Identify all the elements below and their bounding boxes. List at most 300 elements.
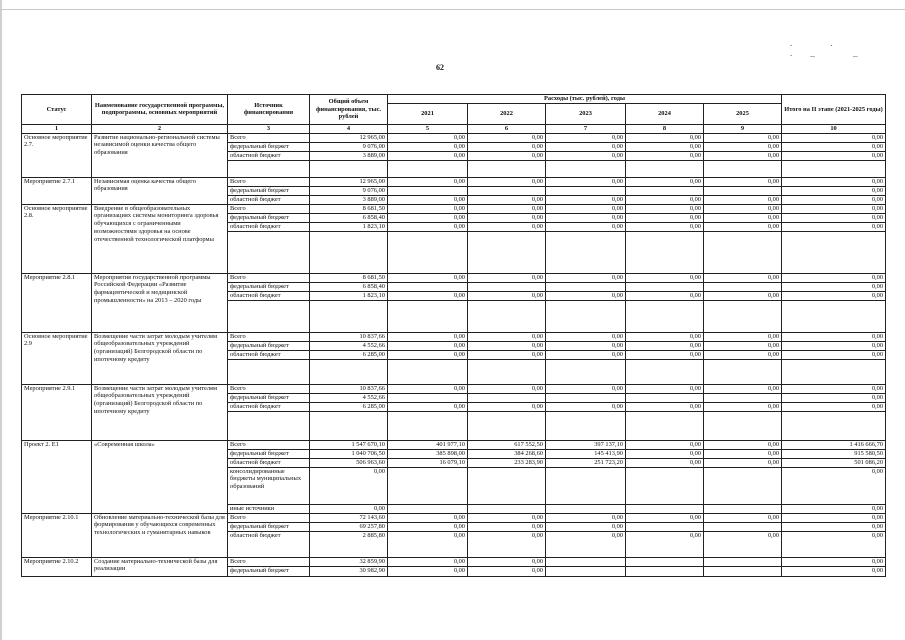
cell-year-value: 0,00: [468, 384, 546, 393]
cell-year-value: [704, 300, 782, 332]
cell-total: [310, 411, 388, 440]
cell-year-value: 0,00: [388, 204, 468, 213]
cell-year-value: [704, 566, 782, 576]
cell-stage-total: 0,00: [782, 133, 886, 142]
cell-year-value: 0,00: [546, 341, 626, 350]
cell-year-value: 0,00: [468, 273, 546, 282]
cell-year-value: [388, 231, 468, 273]
cell-source: федеральный бюджет: [228, 449, 310, 458]
cell-total: 8 681,50: [310, 204, 388, 213]
cell-total: 30 982,90: [310, 566, 388, 576]
header-year: 2023: [546, 103, 626, 124]
row-status: Основное мероприятие 2.7.: [22, 133, 92, 177]
table-row: [22, 332, 886, 341]
cell-year-value: 251 723,20: [546, 458, 626, 467]
cell-year-value: 0,00: [704, 350, 782, 359]
header-stage-total: Итого на II этапе (2021-2025 годы): [782, 95, 886, 125]
cell-year-value: [546, 160, 626, 177]
cell-year-value: 0,00: [626, 204, 704, 213]
cell-source: Всего: [228, 273, 310, 282]
column-number: 5: [388, 124, 468, 133]
cell-year-value: [546, 186, 626, 195]
table-row: [22, 204, 886, 213]
cell-stage-total: 0,00: [782, 341, 886, 350]
cell-source: Всего: [228, 177, 310, 186]
cell-total: 32 859,90: [310, 557, 388, 566]
cell-year-value: 0,00: [546, 291, 626, 300]
cell-stage-total: 0,00: [782, 195, 886, 204]
cell-year-value: [626, 411, 704, 440]
cell-year-value: 0,00: [626, 213, 704, 222]
cell-year-value: 0,00: [704, 531, 782, 557]
cell-year-value: [468, 504, 546, 513]
cell-year-value: 0,00: [388, 222, 468, 231]
cell-total: 3 889,00: [310, 151, 388, 160]
cell-year-value: 0,00: [704, 142, 782, 151]
table-row: [22, 177, 886, 186]
cell-year-value: 0,00: [546, 332, 626, 341]
cell-year-value: 0,00: [704, 402, 782, 411]
cell-stage-total: 915 580,50: [782, 449, 886, 458]
cell-year-value: 16 079,10: [388, 458, 468, 467]
column-number: 4: [310, 124, 388, 133]
cell-year-value: [704, 160, 782, 177]
cell-year-value: 0,00: [546, 350, 626, 359]
column-number: 3: [228, 124, 310, 133]
cell-total: 10 837,66: [310, 384, 388, 393]
table-row: [22, 513, 886, 522]
cell-year-value: [546, 359, 626, 384]
column-number: 8: [626, 124, 704, 133]
cell-year-value: [704, 359, 782, 384]
row-name: Независимая оценка качества общего образования: [92, 177, 228, 204]
cell-total: 0,00: [310, 504, 388, 513]
cell-year-value: 233 283,90: [468, 458, 546, 467]
cell-year-value: 0,00: [388, 332, 468, 341]
cell-total: 6 285,00: [310, 350, 388, 359]
cell-total: 69 257,80: [310, 522, 388, 531]
header-name: Наименование государственной программы, подпрограммы, основных мероприятий: [92, 95, 228, 125]
cell-year-value: 0,00: [704, 222, 782, 231]
cell-year-value: 0,00: [546, 204, 626, 213]
cell-stage-total: 0,00: [782, 204, 886, 213]
row-status: Основное мероприятие 2.8.: [22, 204, 92, 273]
header-expenses: Расходы (тыс. рублей), годы: [388, 95, 782, 104]
cell-year-value: [388, 359, 468, 384]
cell-year-value: 385 898,00: [388, 449, 468, 458]
cell-stage-total: 0,00: [782, 384, 886, 393]
cell-year-value: 0,00: [704, 458, 782, 467]
cell-total: 8 681,50: [310, 273, 388, 282]
cell-year-value: [468, 359, 546, 384]
cell-year-value: 0,00: [704, 332, 782, 341]
cell-year-value: [626, 300, 704, 332]
cell-total: 2 885,80: [310, 531, 388, 557]
cell-year-value: 401 977,10: [388, 440, 468, 449]
cell-year-value: 0,00: [626, 440, 704, 449]
cell-year-value: 0,00: [626, 151, 704, 160]
cell-year-value: [626, 186, 704, 195]
table-row: [22, 440, 886, 449]
cell-year-value: 0,00: [704, 213, 782, 222]
cell-year-value: 0,00: [546, 402, 626, 411]
cell-year-value: 0,00: [468, 222, 546, 231]
column-number: 7: [546, 124, 626, 133]
cell-stage-total: 0,00: [782, 350, 886, 359]
cell-year-value: 0,00: [388, 513, 468, 522]
row-name: Мероприятия государственной программы Российской Федерации «Развитие фармацевтической и медицинской промышленности» на 2013 – 2020 годы: [92, 273, 228, 332]
cell-total: 10 837,66: [310, 332, 388, 341]
cell-year-value: 0,00: [704, 151, 782, 160]
cell-total: 4 552,66: [310, 341, 388, 350]
cell-year-value: 0,00: [546, 384, 626, 393]
cell-source: Всего: [228, 440, 310, 449]
cell-year-value: 384 268,60: [468, 449, 546, 458]
cell-year-value: [468, 467, 546, 504]
cell-year-value: 0,00: [468, 332, 546, 341]
header-year: 2025: [704, 103, 782, 124]
cell-source: федеральный бюджет: [228, 341, 310, 350]
cell-year-value: [626, 467, 704, 504]
table-body: [22, 133, 886, 576]
cell-total: 9 076,00: [310, 142, 388, 151]
cell-year-value: 0,00: [468, 151, 546, 160]
cell-source: областной бюджет: [228, 531, 310, 557]
cell-year-value: 0,00: [704, 133, 782, 142]
cell-stage-total: 0,00: [782, 282, 886, 291]
cell-year-value: [468, 231, 546, 273]
cell-source: федеральный бюджет: [228, 566, 310, 576]
cell-year-value: 0,00: [388, 151, 468, 160]
cell-total: [310, 359, 388, 384]
cell-year-value: 0,00: [468, 557, 546, 566]
cell-stage-total: 1 416 666,70: [782, 440, 886, 449]
page-number: 62: [436, 63, 444, 72]
cell-source: Всего: [228, 133, 310, 142]
cell-source: областной бюджет: [228, 195, 310, 204]
cell-year-value: 0,00: [704, 291, 782, 300]
cell-source: Всего: [228, 384, 310, 393]
cell-year-value: 0,00: [704, 204, 782, 213]
cell-year-value: 0,00: [388, 566, 468, 576]
cell-year-value: [388, 504, 468, 513]
cell-year-value: 0,00: [704, 195, 782, 204]
cell-year-value: 0,00: [468, 402, 546, 411]
cell-stage-total: 0,00: [782, 291, 886, 300]
row-status: Мероприятие 2.10.1: [22, 513, 92, 557]
cell-source: федеральный бюджет: [228, 282, 310, 291]
table-row: [22, 273, 886, 282]
cell-year-value: [626, 231, 704, 273]
row-name: «Современная школа»: [92, 440, 228, 513]
cell-source: областной бюджет: [228, 458, 310, 467]
cell-source: [228, 411, 310, 440]
cell-year-value: 617 552,50: [468, 440, 546, 449]
cell-year-value: 0,00: [626, 142, 704, 151]
cell-source: областной бюджет: [228, 350, 310, 359]
cell-total: 9 076,00: [310, 186, 388, 195]
cell-year-value: [546, 411, 626, 440]
cell-source: федеральный бюджет: [228, 213, 310, 222]
cell-year-value: 0,00: [626, 402, 704, 411]
table-row: [22, 557, 886, 566]
cell-total: 506 963,60: [310, 458, 388, 467]
cell-year-value: [626, 566, 704, 576]
cell-total: 72 143,60: [310, 513, 388, 522]
cell-year-value: 0,00: [546, 273, 626, 282]
row-name: Возмещение части затрат молодым учителям общеобразовательных учреждений (организаций) Белгородской области по ипотечному кредиту: [92, 384, 228, 440]
header-year: 2024: [626, 103, 704, 124]
cell-year-value: 0,00: [546, 151, 626, 160]
cell-year-value: [704, 186, 782, 195]
cell-year-value: [468, 411, 546, 440]
header-total: Общий объем финансирования, тыс. рублей: [310, 95, 388, 125]
cell-year-value: [704, 522, 782, 531]
cell-year-value: [468, 160, 546, 177]
cell-year-value: [388, 186, 468, 195]
cell-stage-total: [782, 300, 886, 332]
cell-year-value: 0,00: [546, 522, 626, 531]
cell-year-value: 0,00: [626, 341, 704, 350]
cell-year-value: 0,00: [546, 133, 626, 142]
cell-year-value: [546, 504, 626, 513]
cell-stage-total: 0,00: [782, 142, 886, 151]
cell-year-value: 0,00: [468, 142, 546, 151]
cell-stage-total: 0,00: [782, 504, 886, 513]
row-status: Мероприятие 2.9.1: [22, 384, 92, 440]
row-status: Основное мероприятие 2.9: [22, 332, 92, 384]
cell-year-value: 0,00: [704, 440, 782, 449]
cell-year-value: 0,00: [388, 341, 468, 350]
cell-year-value: [626, 282, 704, 291]
cell-year-value: 0,00: [546, 213, 626, 222]
cell-source: Всего: [228, 513, 310, 522]
cell-stage-total: 0,00: [782, 566, 886, 576]
cell-year-value: 0,00: [546, 142, 626, 151]
cell-year-value: 0,00: [388, 522, 468, 531]
cell-stage-total: 0,00: [782, 402, 886, 411]
cell-year-value: 0,00: [546, 222, 626, 231]
column-number: 1: [22, 124, 92, 133]
cell-year-value: 0,00: [468, 213, 546, 222]
row-name: Внедрение в общеобразовательных организациях системы мониторинга здоровья обучающихся с ограниченными возможностями здоровья на основе отечественной технологической платформы: [92, 204, 228, 273]
cell-year-value: 0,00: [468, 204, 546, 213]
cell-source: областной бюджет: [228, 402, 310, 411]
cell-year-value: 0,00: [388, 402, 468, 411]
cell-year-value: 0,00: [626, 222, 704, 231]
cell-year-value: [546, 231, 626, 273]
cell-year-value: 0,00: [626, 273, 704, 282]
cell-year-value: 0,00: [468, 177, 546, 186]
cell-total: 1 823,10: [310, 222, 388, 231]
cell-year-value: 0,00: [468, 531, 546, 557]
cell-stage-total: 0,00: [782, 467, 886, 504]
cell-source: консолидированные бюджеты муниципальных образований: [228, 467, 310, 504]
cell-stage-total: [782, 160, 886, 177]
table-row: [22, 384, 886, 393]
cell-year-value: [546, 467, 626, 504]
cell-year-value: 0,00: [704, 341, 782, 350]
cell-year-value: [388, 160, 468, 177]
cell-year-value: 0,00: [626, 449, 704, 458]
cell-year-value: 0,00: [626, 513, 704, 522]
cell-year-value: [704, 393, 782, 402]
cell-stage-total: 0,00: [782, 151, 886, 160]
cell-year-value: 0,00: [626, 531, 704, 557]
cell-year-value: 0,00: [468, 566, 546, 576]
cell-year-value: [388, 467, 468, 504]
cell-stage-total: [782, 359, 886, 384]
cell-year-value: 0,00: [704, 177, 782, 186]
cell-year-value: [626, 504, 704, 513]
cell-year-value: 0,00: [626, 384, 704, 393]
cell-year-value: [704, 557, 782, 566]
header-year: 2021: [388, 103, 468, 124]
cell-year-value: 0,00: [626, 458, 704, 467]
cell-year-value: 0,00: [468, 133, 546, 142]
cell-source: федеральный бюджет: [228, 522, 310, 531]
cell-year-value: 0,00: [388, 384, 468, 393]
cell-stage-total: [782, 411, 886, 440]
cell-year-value: 0,00: [468, 291, 546, 300]
row-status: Мероприятие 2.10.2: [22, 557, 92, 576]
cell-year-value: 0,00: [704, 449, 782, 458]
cell-stage-total: 501 086,20: [782, 458, 886, 467]
cell-year-value: 0,00: [468, 341, 546, 350]
table-row: [22, 133, 886, 142]
cell-stage-total: 0,00: [782, 186, 886, 195]
cell-year-value: 0,00: [626, 332, 704, 341]
cell-year-value: [546, 566, 626, 576]
corner-marks: . . ._ _: [790, 38, 876, 58]
cell-stage-total: 0,00: [782, 332, 886, 341]
cell-year-value: [626, 393, 704, 402]
cell-year-value: [626, 160, 704, 177]
scan-left-edge: [0, 0, 2, 640]
cell-source: [228, 359, 310, 384]
cell-year-value: [388, 393, 468, 402]
column-number: 2: [92, 124, 228, 133]
cell-source: Всего: [228, 204, 310, 213]
cell-year-value: 0,00: [388, 291, 468, 300]
cell-year-value: 0,00: [704, 273, 782, 282]
cell-source: областной бюджет: [228, 291, 310, 300]
cell-year-value: [468, 186, 546, 195]
cell-year-value: 0,00: [388, 213, 468, 222]
cell-year-value: 0,00: [704, 513, 782, 522]
cell-stage-total: 0,00: [782, 393, 886, 402]
cell-year-value: [704, 231, 782, 273]
cell-year-value: [546, 393, 626, 402]
cell-source: иные источники: [228, 504, 310, 513]
cell-stage-total: 0,00: [782, 177, 886, 186]
cell-year-value: [546, 282, 626, 291]
header-source: Источник финансирования: [228, 95, 310, 125]
cell-source: [228, 300, 310, 332]
cell-year-value: [704, 411, 782, 440]
cell-year-value: [626, 522, 704, 531]
cell-total: 6 858,40: [310, 213, 388, 222]
cell-stage-total: 0,00: [782, 557, 886, 566]
cell-total: 12 965,00: [310, 177, 388, 186]
cell-source: федеральный бюджет: [228, 393, 310, 402]
cell-total: 6 858,40: [310, 282, 388, 291]
cell-total: 1 040 706,50: [310, 449, 388, 458]
cell-stage-total: 0,00: [782, 513, 886, 522]
cell-year-value: [704, 504, 782, 513]
cell-year-value: 0,00: [546, 195, 626, 204]
cell-year-value: 0,00: [626, 291, 704, 300]
row-status: Проект 2. Е1: [22, 440, 92, 513]
cell-year-value: 0,00: [546, 177, 626, 186]
cell-year-value: [468, 393, 546, 402]
cell-total: [310, 300, 388, 332]
cell-year-value: [704, 467, 782, 504]
cell-stage-total: [782, 231, 886, 273]
header-status: Статус: [22, 95, 92, 125]
header-row-1: [22, 95, 886, 104]
cell-year-value: 0,00: [468, 195, 546, 204]
cell-stage-total: 0,00: [782, 522, 886, 531]
cell-total: 12 965,00: [310, 133, 388, 142]
cell-year-value: [468, 300, 546, 332]
cell-total: 1 547 670,10: [310, 440, 388, 449]
cell-year-value: [546, 300, 626, 332]
cell-year-value: 0,00: [388, 557, 468, 566]
cell-year-value: 0,00: [468, 350, 546, 359]
row-name: Обновление материально-технической базы для формирования у обучающихся современных технологических и гуманитарных навыков: [92, 513, 228, 557]
cell-year-value: 0,00: [626, 133, 704, 142]
cell-year-value: [626, 557, 704, 566]
cell-source: областной бюджет: [228, 222, 310, 231]
cell-source: федеральный бюджет: [228, 186, 310, 195]
cell-year-value: [388, 411, 468, 440]
cell-year-value: 0,00: [388, 350, 468, 359]
cell-year-value: [546, 557, 626, 566]
cell-total: [310, 160, 388, 177]
cell-year-value: [388, 282, 468, 291]
cell-year-value: 0,00: [388, 273, 468, 282]
cell-year-value: 0,00: [468, 522, 546, 531]
cell-year-value: 0,00: [388, 133, 468, 142]
cell-year-value: [468, 282, 546, 291]
cell-year-value: 0,00: [626, 195, 704, 204]
cell-total: 6 285,00: [310, 402, 388, 411]
column-number: 6: [468, 124, 546, 133]
header-year: 2022: [468, 103, 546, 124]
cell-total: [310, 231, 388, 273]
cell-year-value: [704, 282, 782, 291]
cell-year-value: 0,00: [626, 177, 704, 186]
cell-stage-total: 0,00: [782, 273, 886, 282]
column-number: 9: [704, 124, 782, 133]
cell-year-value: 0,00: [704, 384, 782, 393]
cell-year-value: 0,00: [388, 531, 468, 557]
cell-total: 4 552,66: [310, 393, 388, 402]
column-number: 10: [782, 124, 886, 133]
cell-total: 1 823,10: [310, 291, 388, 300]
cell-source: Всего: [228, 557, 310, 566]
cell-stage-total: 0,00: [782, 213, 886, 222]
cell-stage-total: 0,00: [782, 222, 886, 231]
cell-year-value: 0,00: [546, 531, 626, 557]
cell-source: федеральный бюджет: [228, 142, 310, 151]
cell-source: областной бюджет: [228, 151, 310, 160]
row-name: Развитие национально-региональной системы независимой оценки качества общего образования: [92, 133, 228, 177]
cell-year-value: 397 137,10: [546, 440, 626, 449]
cell-year-value: [388, 300, 468, 332]
cell-year-value: 0,00: [388, 195, 468, 204]
